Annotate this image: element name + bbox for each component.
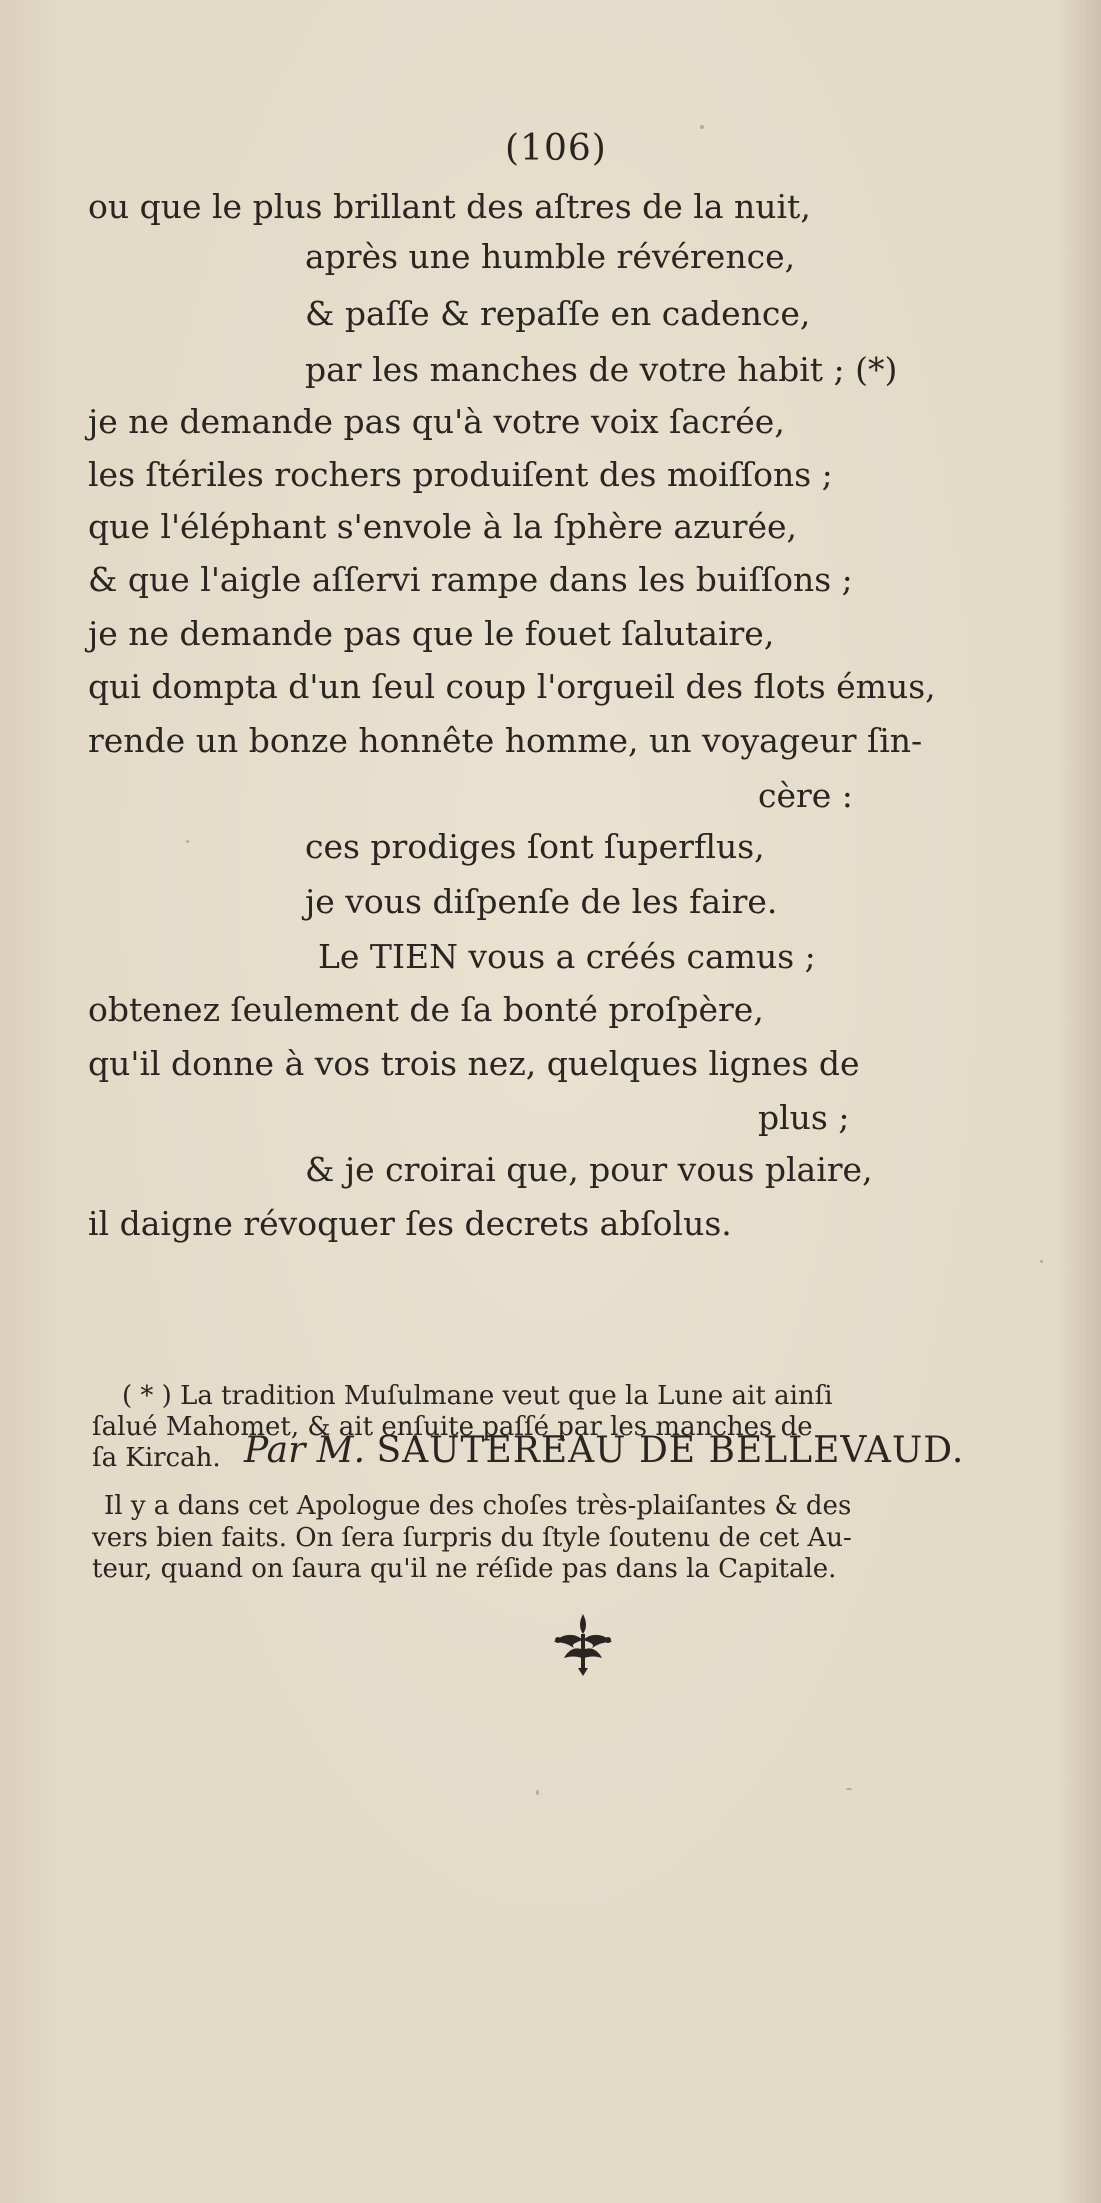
poem-line: par les manches de votre habit ; (*) [305,350,898,389]
poem-line: après une humble révérence, [305,237,796,276]
editorial-note-line: teur, quand on ſaura qu'il ne réſide pas dans la Capitale. [92,1554,837,1584]
paper-speck [700,125,704,129]
poem-line: ou que le plus brillant des aſtres de la nuit, [88,187,811,226]
poem-line: que l'éléphant s'envole à la ſphère azurée, [88,507,798,546]
signature-author: SAUTEREAU DE BELLEVAUD. [376,1430,965,1471]
poem-line: je vous diſpenſe de les faire. [305,882,778,921]
poem-line: je ne demande pas que le fouet ſalutaire, [88,614,775,653]
paper-speck [846,1788,852,1790]
footnote-line: ſalué Mahomet, & ait enſuite paſſé par les manches de [92,1412,813,1442]
poem-line: il daigne révoquer ſes decrets abſolus. [88,1204,732,1243]
poem-line: cère : [758,776,853,815]
poem-line: & je croirai que, pour vous plaire, [305,1150,873,1189]
poem-line: Le TIEN vous a créés camus ; [318,937,816,976]
poem-line: & paſſe & repaſſe en cadence, [305,294,811,333]
paper-speck [536,1790,539,1795]
paper-speck [186,840,189,843]
page-number: (106) [505,128,607,169]
poem-line: je ne demande pas qu'à votre voix ſacrée, [88,402,785,441]
footnote-line: ( * ) La tradition Muſulmane veut que la Lune ait ainſi [122,1381,833,1411]
signature-prefix: Par M. [244,1430,366,1471]
poem-line: les ſtériles rochers produiſent des moiſſons ; [88,455,833,494]
editorial-note-line: vers bien faits. On ſera ſurpris du ſtyle ſoutenu de cet Au- [92,1523,852,1553]
poem-line: ces prodiges ſont ſuperflus, [305,827,765,866]
editorial-note-line: Il y a dans cet Apologue des choſes très-plaiſantes & des [104,1491,852,1521]
poem-line: & que l'aigle aſſervi rampe dans les buiſſons ; [88,560,853,599]
poem-line: rende un bonze honnête homme, un voyageur ſin- [88,721,923,760]
poem-line: qui dompta d'un ſeul coup l'orgueil des flots émus, [88,667,936,706]
paper-speck [1040,1260,1043,1263]
poem-line: obtenez ſeulement de ſa bonté proſpère, [88,990,764,1029]
poem-line: plus ; [758,1098,850,1137]
poem-line: qu'il donne à vos trois nez, quelques lignes de [88,1044,860,1083]
fleuron-icon [548,1610,618,1680]
footnote-line: ſa Kircah. [92,1443,221,1473]
